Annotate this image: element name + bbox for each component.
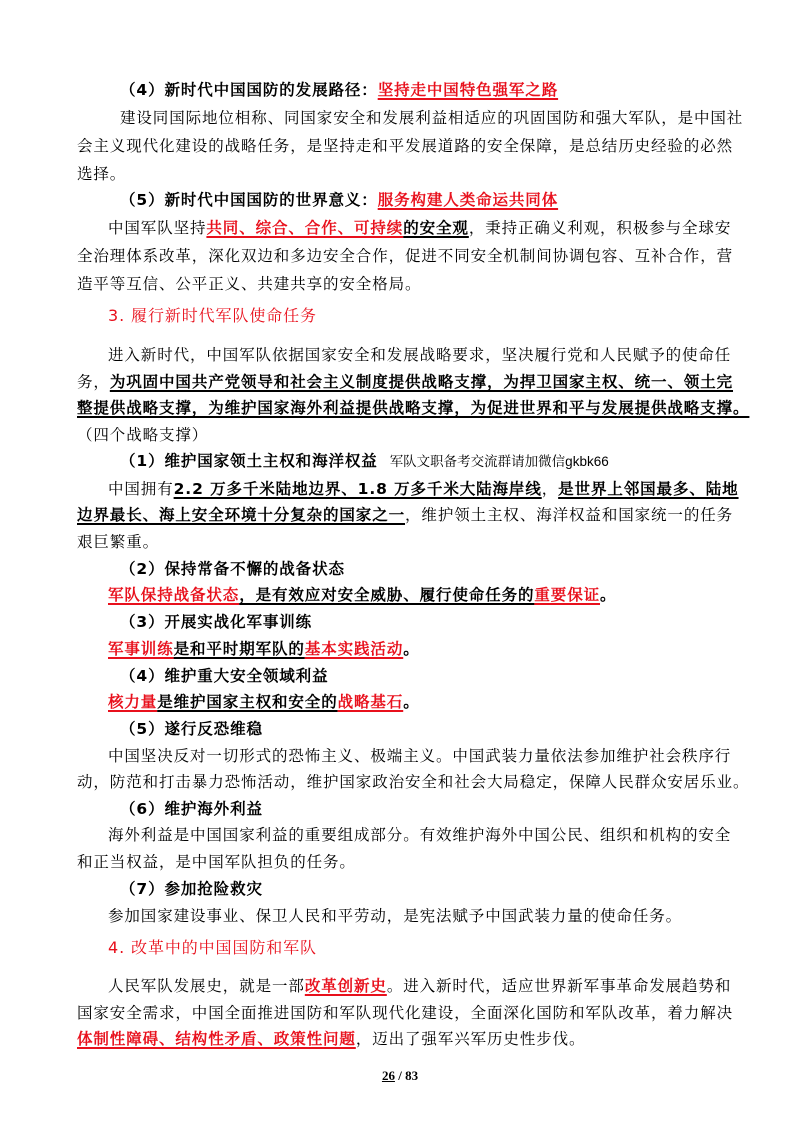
task1-line-1: 中国拥有2.2 万多千米陆地边界、1.8 万多千米大陆海岸线，是世界上邻国最多、陆地 [108,480,739,498]
item4-body-line-1: 建设同国际地位相称、同国家安全和发展利益相适应的巩固国防和强大军队，是中国社 [120,109,744,127]
task5-line-1: 中国坚决反对一切形式的恐怖主义、极端主义。中国武装力量依法参加维护社会秩序行 [108,747,732,765]
sec3-line-4: （四个战略支撑） [77,426,209,444]
task6-line-1: 海外利益是中国国家利益的重要组成部分。有效维护海外中国公民、组织和机构的安全 [108,826,732,844]
item5-body-line-1: 中国军队坚持共同、综合、合作、可持续的安全观，秉持正确义利观，积极参与全球安 [108,219,732,237]
task4-heading: （4）维护重大安全领域利益 [120,667,329,685]
item5-body-line-3: 造平等互信、公平正义、共建共享的安全格局。 [77,275,422,293]
section-4-title: 4. 改革中的中国国防和军队 [108,938,317,957]
item4-body-line-2: 会主义现代化建设的战略任务，是坚持走和平发展道路的安全保障，是总结历史经验的必然 [77,137,734,155]
item4-body-line-3: 选择。 [77,165,127,183]
sec3-line-3: 整提供战略支撑，为维护国家海外利益提供战略支撑，为促进世界和平与发展提供战略支撑。 [77,399,750,417]
task7-line-1: 参加国家建设事业、保卫人民和平劳动，是宪法赋予中国武装力量的使命任务。 [108,907,683,925]
task3-heading: （3）开展实战化军事训练 [120,613,313,631]
item5-heading: （5）新时代中国国防的世界意义：服务构建人类命运共同体 [120,191,559,209]
sec3-line-1: 进入新时代，中国军队依据国家安全和发展战略要求，坚决履行党和人民赋予的使命任 [108,346,732,364]
task2-heading: （2）保持常备不懈的战备状态 [120,560,345,578]
task3-line: 军事训练是和平时期军队的基本实践活动。 [108,640,420,658]
sec4-line-1: 人民军队发展史，就是一部改革创新史。进入新时代，适应世界新军事革命发展趋势和 [108,977,732,995]
sec4-line-2: 国家安全需求，中国全面推进国防和军队现代化建设，全面深化国防和军队改革，着力解决 [77,1004,734,1022]
item5-body-line-2: 全治理体系改革，深化双边和多边安全合作，促进不同安全机制间协调包容、互补合作，营 [77,247,734,265]
section-3-title: 3. 履行新时代军队使命任务 [108,306,317,325]
task6-heading: （6）维护海外利益 [120,800,263,818]
task1-line-2: 边界最长、海上安全环境十分复杂的国家之一，维护领土主权、海洋权益和国家统一的任务 [77,506,734,524]
task6-line-2: 和正当权益，是中国军队担负的任务。 [77,853,356,871]
total-pages: 83 [405,1068,419,1083]
current-page: 26 [381,1068,395,1083]
task5-line-2: 动，防范和打击暴力恐怖活动，维护国家政治安全和社会大局稳定，保障人民群众安居乐业。 [77,773,750,791]
task4-line: 核力量是维护国家主权和安全的战略基石。 [108,693,420,711]
wechat-note: 军队文职备考交流群请加微信gkbk66 [389,454,609,469]
task1-line-3: 艰巨繁重。 [77,533,160,551]
task2-line: 军队保持战备状态，是有效应对安全威胁、履行使命任务的重要保证。 [108,586,617,604]
item5-heading-key: 服务构建人类命运共同体 [377,191,559,209]
task5-heading: （5）遂行反恐维稳 [120,720,263,738]
security-concept-key: 共同、综合、合作、可持续 [206,219,404,237]
sec3-line-2: 务，为巩固中国共产党领导和社会主义制度提供战略支撑，为捍卫国家主权、统一、领土完 [77,373,734,391]
item4-heading: （4）新时代中国国防的发展路径：坚持走中国特色强军之路 [120,81,559,99]
task1-heading: （1）维护国家领土主权和海洋权益 军队文职备考交流群请加微信gkbk66 [120,452,609,470]
item4-heading-key: 坚持走中国特色强军之路 [377,81,559,99]
sec4-line-3: 体制性障碍、结构性矛盾、政策性问题，迈出了强军兴军历史性步伐。 [77,1030,586,1048]
page-number: 26 / 83 [381,1068,419,1083]
task7-heading: （7）参加抢险救灾 [120,880,263,898]
